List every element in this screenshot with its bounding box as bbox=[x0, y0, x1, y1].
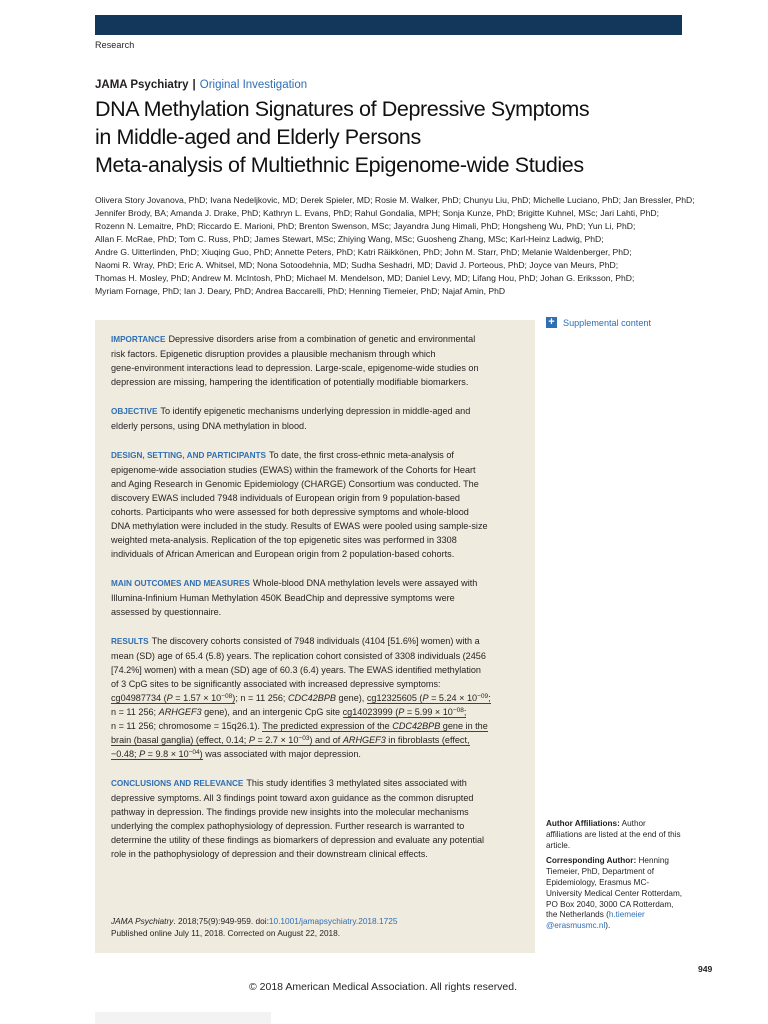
importance-heading: IMPORTANCE bbox=[111, 335, 166, 344]
author-line: Jennifer Brody, BA; Amanda J. Drake, PhD; Kathryn L. Evans, PhD; Rahul Gondalia, MPH; Sonja Kunze, PhD; Brigitte Kuhnel, MSc; Jari Lahti, PhD; bbox=[95, 208, 659, 218]
section-label: Research bbox=[95, 40, 135, 50]
abstract-results: RESULTS The discovery cohorts consisted of 7948 individuals (4104 [51.6%] women) with a mean (SD) age of 65.4 (5.8) years. The replication cohort consisted of 3308 individuals (2456 [74.2%] women) with a mean (SD) age of 60.3 (6.4) years. The EWAS identified methylation of 3 CpG sites to be significantly associated with increased depressive symptoms: cg04987734 $(P = 1.57 \times 10^{-08})$; n = 11 256; CDC42BPB gene), cg12325605 ($P = 5.24 \times 10^{-09}$; n = 11 256; ARHGEF3 gene), and an intergenic CpG site cg14023999 ($P = 5.99 \times 10^{-08}$; n = 11 256; chromosome = 15q26.1). The predicted expression of the CDC42BPB gene in the brain (basal ganglia) (effect, 0.14; $P = 2.7 \times 10^{-03}$) and of ARHGEF3 in fibroblasts (effect, −0.48; $P = 9.8 \times 10^{-04}$) was associated with major depression. bbox=[111, 636, 491, 759]
abstract-conclusions: CONCLUSIONS AND RELEVANCE This study identifies 3 methylated sites associated with depressive symptoms. All 3 findings point toward axon guidance as the common disrupted pathway in depression. The findings provide new insights into the molecular mechanisms underlying the complex pathophysiology of depression. Further research is warranted to determine the utility of these findings as biomarkers of depression and evaluate any potential role in the pathophysiology of depression and their downstream clinical effects. bbox=[111, 778, 485, 859]
author-line: Thomas H. Mosley, PhD; Andrew M. McIntosh, PhD; Michael M. Mendelson, MD; Daniel Levy, MD; Lifang Hou, PhD; Johan G. Eriksson, PhD; bbox=[95, 273, 635, 283]
citation-journal: JAMA Psychiatry bbox=[111, 916, 174, 926]
page-number: 949 bbox=[698, 964, 713, 974]
doi-link[interactable]: 10.1001/jamapsychiatry.2018.1725 bbox=[268, 916, 398, 926]
author-affiliations: Author Affiliations: Author affiliations are listed at the end of this article. bbox=[546, 819, 681, 850]
highlight-brain-expression: brain (basal ganglia) (effect, 0.14; $P = 2.7 \times 10^{-03}$) and of ARHGEF3 in fibroblasts (effect, bbox=[111, 735, 470, 745]
highlight-cg12325605: cg12325605 ($P = 5.24 \times 10^{-09}$; bbox=[366, 693, 491, 703]
abstract bbox=[111, 332, 521, 861]
journal-separator: | bbox=[192, 79, 196, 91]
article-subtitle: Meta-analysis of Multiethnic Epigenome-wide Studies bbox=[95, 153, 584, 177]
article-title bbox=[95, 95, 695, 179]
author-line: Olivera Story Jovanova, PhD; Ivana Nedeljkovic, MD; Derek Spieler, MD; Rosie M. Walker, PhD; Chunyu Liu, PhD; Michelle Luciano, PhD; Jan Bressler, PhD; bbox=[95, 195, 695, 205]
highlight-fibroblast-effect: −0.48; $P = 9.8 \times 10^{-04}$) bbox=[111, 749, 203, 759]
article-type: Original Investigation bbox=[199, 79, 308, 91]
email-link[interactable]: h.tiemeier bbox=[608, 910, 645, 920]
abstract-design: DESIGN, SETTING, AND PARTICIPANTS To date, the first cross-ethnic meta-analysis of epigenome-wide association studies (EWAS) within the framework of the Cohorts for Heart and Aging Research in Genomic Epidemiology (CHARGE) Consortium was conducted. The discovery EWAS included 7948 individuals of European origin from 9 population-based cohorts. Participants who were assessed for both depressive symptoms and whole-blood DNA methylation were included in the study. Results of EWAS were pooled using sample-size weighted meta-analysis. Replication of the top epigenetic sites was performed in 3308 individuals of African American and European origin from 2 population-based cohorts. bbox=[111, 450, 488, 559]
author-line: Andre G. Uitterlinden, PhD; Xiuqing Guo, PhD; Annette Peters, PhD; Katri Räikkönen, PhD; John M. Starr, PhD; Melanie Waldenberger, PhD; bbox=[95, 247, 632, 257]
copyright-notice: © 2018 American Medical Association. All rights reserved. bbox=[249, 981, 518, 993]
highlight-predicted-expression: The predicted expression of the CDC42BPB gene in the bbox=[262, 721, 488, 731]
author-line: Naomi R. Wray, PhD; Eric A. Whitsel, MD; Nona Sotoodehnia, MD; Sudha Seshadri, MD; David J. Porteous, PhD; Joyce van Meurs, PhD; bbox=[95, 260, 619, 270]
title-line-2: in Middle-aged and Elderly Persons bbox=[95, 125, 421, 149]
conclusions-heading: CONCLUSIONS AND RELEVANCE bbox=[111, 779, 244, 788]
sidebar-info bbox=[546, 819, 691, 937]
journal-line bbox=[95, 79, 307, 91]
title-line-1: DNA Methylation Signatures of Depressive Symptoms bbox=[95, 97, 590, 121]
bottom-strip bbox=[95, 1012, 271, 1024]
design-heading: DESIGN, SETTING, AND PARTICIPANTS bbox=[111, 451, 266, 460]
author-line: Myriam Fornage, PhD; Ian J. Deary, PhD; Andrea Baccarelli, PhD; Henning Tiemeier, PhD; Najaf Amin, PhD bbox=[95, 286, 506, 296]
corresponding-author: Corresponding Author: Henning Tiemeier, PhD, Department of Epidemiology, Erasmus MC- University Medical Center Rotterdam, PO Box 2040, 3000 CA Rotterdam, the Netherlands (h.tiemeier @erasmusmc.nl). bbox=[546, 856, 683, 931]
supplemental-label: Supplemental content bbox=[563, 317, 651, 328]
header-bar bbox=[95, 15, 682, 35]
abstract-outcomes: MAIN OUTCOMES AND MEASURES Whole-blood DNA methylation levels were assayed with Illumina-Infinium Human Methylation 450K BeadChip and depressive symptoms were assessed by questionnaire. bbox=[111, 578, 478, 617]
highlight-cg04987734: cg04987734 $(P = 1.57 \times 10^{-08})$ bbox=[111, 693, 236, 703]
abstract-importance: IMPORTANCE Depressive disorders arise from a combination of genetic and environmental risk factors. Epigenetic disruption provides a plausible mechanism through which gene-environment interactions lead to depression. Large-scale, epigenome-wide studies on depression are missing, hampering the identification of potentially modifiable biomarkers. bbox=[111, 334, 479, 387]
email-link-domain[interactable]: @erasmusmc.nl bbox=[546, 921, 606, 931]
citation: JAMA Psychiatry. 2018;75(9):949-959. doi:10.1001/jamapsychiatry.2018.1725 Published online July 11, 2018. Corrected on August 22, 2018. bbox=[111, 915, 521, 939]
highlight-cg14023999: cg14023999 ($P = 5.99 \times 10^{-08}$; bbox=[342, 707, 467, 717]
journal-name: JAMA Psychiatry bbox=[95, 79, 189, 91]
abstract-objective: OBJECTIVE To identify epigenetic mechanisms underlying depression in middle-aged and elderly persons, using DNA methylation in blood. bbox=[111, 406, 471, 431]
plus-icon: + bbox=[546, 317, 557, 328]
author-line: Allan F. McRae, PhD; Tom C. Russ, PhD; James Stewart, MSc; Zhiying Wang, MSc; Guosheng Zhang, MSc; Karl-Heinz Ladwig, PhD; bbox=[95, 234, 604, 244]
publication-dates: Published online July 11, 2018. Corrected on August 22, 2018. bbox=[111, 928, 341, 938]
author-line: Rozenn N. Lemaitre, PhD; Riccardo E. Marioni, PhD; Brenton Swenson, MSc; Jayandra Jung Himali, PhD; Hongsheng Wu, PhD; Yun Li, PhD; bbox=[95, 221, 636, 231]
supplemental-content-link[interactable] bbox=[546, 317, 651, 328]
objective-heading: OBJECTIVE bbox=[111, 407, 158, 416]
outcomes-heading: MAIN OUTCOMES AND MEASURES bbox=[111, 579, 250, 588]
results-heading: RESULTS bbox=[111, 637, 149, 646]
author-list bbox=[95, 194, 695, 298]
